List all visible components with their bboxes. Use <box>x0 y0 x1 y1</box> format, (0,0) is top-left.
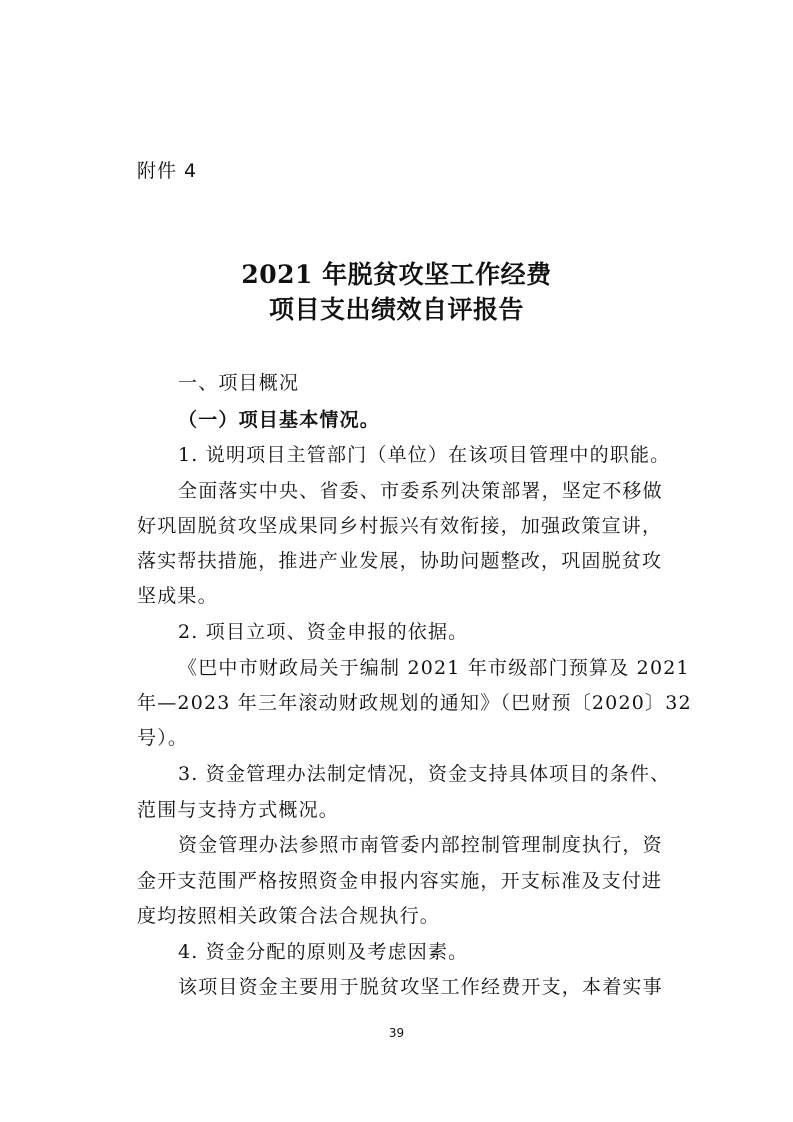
item-heading-cont: 范围与支持方式概况。 <box>137 799 340 821</box>
body-text-line: 坚成果。 <box>137 585 218 607</box>
section-heading: 一、项目概况 <box>178 372 300 394</box>
report-title-line-2: 项目支出绩效自评报告 <box>268 295 524 324</box>
attachment-label: 附件 4 <box>137 160 198 182</box>
body-text-line: 该项目资金主要用于脱贫攻坚工作经费开支，本着实事 <box>178 976 663 998</box>
body-text-line: 金开支范围严格按照资金申报内容实施，开支标准及支付进 <box>137 870 663 892</box>
page-number: 39 <box>388 1026 405 1040</box>
report-title-line-1: 2021 年脱贫攻坚工作经费 <box>241 260 552 289</box>
body-text-line: 好巩固脱贫攻坚成果同乡村振兴有效衔接，加强政策宣讲， <box>137 515 663 537</box>
body-text-line: 《巴中市财政局关于编制 2021 年市级部门预算及 2021 <box>178 657 690 679</box>
body-text-line: 落实帮扶措施，推进产业发展，协助问题整改，巩固脱贫攻 <box>137 550 663 572</box>
item-heading: 1. 说明项目主管部门（单位）在该项目管理中的职能。 <box>178 444 671 466</box>
subsection-heading: （一）项目基本情况。 <box>178 409 381 431</box>
body-text-line: 度均按照相关政策合法合规执行。 <box>137 905 441 927</box>
body-text-line: 号）。 <box>137 727 189 749</box>
item-heading: 3. 资金管理办法制定情况，资金支持具体项目的条件、 <box>178 763 671 785</box>
body-text-line: 全面落实中央、省委、市委系列决策部署，坚定不移做 <box>178 480 663 502</box>
item-heading: 2. 项目立项、资金申报的依据。 <box>178 621 469 643</box>
body-text-line: 年—2023 年三年滚动财政规划的通知》（巴财预〔2020〕32 <box>137 692 692 714</box>
item-heading: 4. 资金分配的原则及考虑因素。 <box>178 941 469 963</box>
body-text-line: 资金管理办法参照市南管委内部控制管理制度执行，资 <box>178 834 663 856</box>
